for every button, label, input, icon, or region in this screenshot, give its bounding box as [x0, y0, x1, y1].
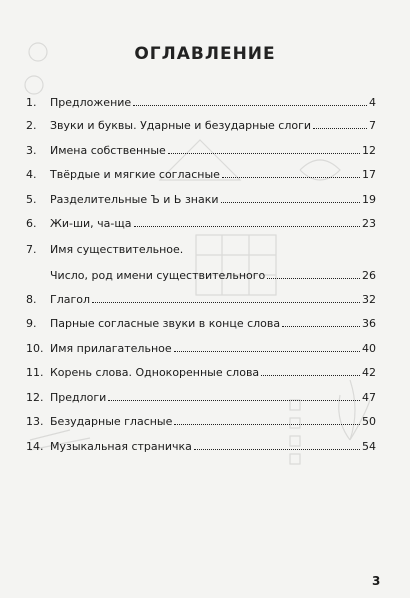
entry-number: 4.	[26, 168, 37, 181]
dot-leader	[313, 128, 367, 129]
entry-title: Имя прилагательное	[50, 342, 172, 355]
entry-text	[50, 366, 376, 379]
page-title: ОГЛАВЛЕНИЕ	[134, 44, 276, 64]
entry-page-number: 54	[362, 440, 376, 453]
entry-text	[50, 243, 376, 282]
toc-entry	[26, 366, 376, 379]
toc-entry	[26, 440, 376, 453]
dot-leader	[108, 400, 360, 401]
entry-title: Предложение	[50, 96, 132, 109]
entry-line	[50, 193, 376, 206]
toc-entry	[26, 317, 376, 330]
toc-entry	[26, 415, 376, 428]
entry-number: 8.	[26, 293, 37, 306]
entry-page-number: 7	[369, 119, 376, 132]
entry-text	[50, 317, 376, 330]
toc-entry	[26, 168, 376, 181]
entry-line	[50, 317, 376, 330]
entry-line	[50, 96, 376, 109]
entry-page-number: 17	[362, 168, 376, 181]
entry-line	[50, 293, 376, 306]
entry-number: 2.	[26, 119, 37, 132]
dot-leader	[267, 278, 360, 279]
entry-text	[50, 440, 376, 453]
dot-leader	[221, 202, 360, 203]
dot-leader	[92, 302, 360, 303]
toc-entry	[26, 119, 376, 132]
entry-title: Музыкальная страничка	[50, 440, 192, 453]
entry-number: 3.	[26, 144, 37, 157]
entry-line	[50, 415, 376, 428]
entry-title: Имена собственные	[50, 144, 166, 157]
toc-entry	[26, 293, 376, 306]
entry-page-number: 36	[362, 317, 376, 330]
page-number: 3	[372, 574, 381, 588]
toc-entry	[26, 342, 376, 355]
entry-line	[50, 391, 376, 404]
entry-page-number: 26	[362, 269, 376, 282]
toc-entry	[26, 193, 376, 206]
entry-text	[50, 168, 376, 181]
entry-title: Жи-ши, ча-ща	[50, 217, 132, 230]
entry-number: 11.	[26, 366, 44, 379]
entry-number: 13.	[26, 415, 44, 428]
entry-title: Твёрдые и мягкие согласные	[50, 168, 220, 181]
toc-entry	[26, 243, 376, 282]
entry-number: 9.	[26, 317, 37, 330]
entry-text	[50, 119, 376, 132]
dot-leader	[261, 375, 360, 376]
dot-leader	[282, 326, 360, 327]
entry-text	[50, 193, 376, 206]
entry-page-number: 12	[362, 144, 376, 157]
entry-number: 14.	[26, 440, 44, 453]
entry-title: Глагол	[50, 293, 91, 306]
entry-number: 6.	[26, 217, 37, 230]
entry-page-number: 40	[362, 342, 376, 355]
entry-line	[50, 440, 376, 453]
toc-entry	[26, 217, 376, 230]
entry-page-number: 42	[362, 366, 376, 379]
entry-title: Число, род имени существительного	[50, 269, 266, 282]
entry-title: Звуки и буквы. Ударные и безударные слоги	[50, 119, 312, 132]
toc-entry	[26, 391, 376, 404]
entry-number: 5.	[26, 193, 37, 206]
entry-text	[50, 217, 376, 230]
entry-title: Безударные гласные	[50, 415, 173, 428]
entry-number: 1.	[26, 96, 37, 109]
entry-line	[50, 269, 376, 282]
entry-page-number: 50	[362, 415, 376, 428]
entry-page-number: 47	[362, 391, 376, 404]
entry-title: Корень слова. Однокоренные слова	[50, 366, 260, 379]
entry-text	[50, 293, 376, 306]
dot-leader	[134, 226, 361, 227]
entry-page-number: 19	[362, 193, 376, 206]
dot-leader	[133, 105, 367, 106]
entry-text	[50, 342, 376, 355]
entry-line	[50, 144, 376, 157]
entry-line	[50, 342, 376, 355]
dot-leader	[174, 424, 360, 425]
entry-text	[50, 415, 376, 428]
dot-leader	[222, 177, 360, 178]
entry-page-number: 32	[362, 293, 376, 306]
entry-line	[50, 366, 376, 379]
entry-line	[50, 119, 376, 132]
entry-text	[50, 96, 376, 109]
entry-title: Разделительные Ъ и Ь знаки	[50, 193, 219, 206]
toc-entry	[26, 144, 376, 157]
dot-leader	[174, 351, 360, 352]
entry-line	[50, 217, 376, 230]
dot-leader	[168, 153, 360, 154]
entry-line	[50, 168, 376, 181]
entry-text	[50, 144, 376, 157]
entry-title-first-line: Имя существительное.	[50, 243, 184, 256]
entry-number: 7.	[26, 243, 37, 256]
entry-text	[50, 391, 376, 404]
toc-entry	[26, 96, 376, 109]
entry-title: Предлоги	[50, 391, 107, 404]
entry-page-number: 23	[362, 217, 376, 230]
entry-page-number: 4	[369, 96, 376, 109]
dot-leader	[194, 449, 360, 450]
entry-number: 12.	[26, 391, 44, 404]
entry-number: 10.	[26, 342, 44, 355]
entry-title: Парные согласные звуки в конце слова	[50, 317, 281, 330]
